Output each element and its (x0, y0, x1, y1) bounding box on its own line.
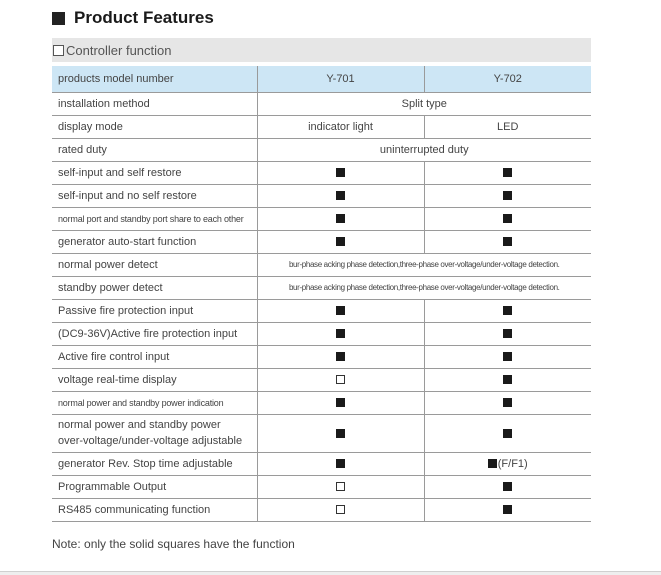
table-row (52, 138, 591, 161)
feature-marker-icon (336, 306, 345, 315)
table-row (52, 161, 591, 184)
feature-marker-icon (336, 429, 345, 438)
row-value: indicator light (257, 115, 424, 138)
table-row (52, 276, 591, 299)
row-label: generator Rev. Stop time adjustable (52, 452, 257, 475)
table-row (52, 452, 591, 475)
features-table (52, 66, 591, 522)
feature-marker-icon (336, 237, 345, 246)
row-label: self-input and no self restore (52, 184, 257, 207)
marker-note: (F/F1) (497, 457, 528, 470)
feature-marker-icon (503, 237, 512, 246)
row-value: Split type (257, 92, 591, 115)
table-row (52, 207, 591, 230)
row-label (52, 414, 257, 452)
row-label: self-input and self restore (52, 161, 257, 184)
page-title: Product Features (74, 8, 214, 27)
feature-marker-icon (503, 429, 512, 438)
feature-marker-icon (503, 375, 512, 384)
table-row (52, 322, 591, 345)
table-row (52, 498, 591, 521)
row-value: bur-phase acking phase detection,three-phase over-voltage/under-voltage detection. (257, 253, 591, 276)
row-label-line: over-voltage/under-voltage adjustable (58, 435, 243, 447)
header-label: products model number (52, 66, 257, 92)
header-model-1: Y-701 (257, 66, 424, 92)
table-row (52, 253, 591, 276)
row-label: (DC9-36V)Active fire protection input (52, 322, 257, 345)
feature-marker-icon (503, 482, 512, 491)
table-header-row (52, 66, 591, 92)
feature-marker-icon (336, 352, 345, 361)
feature-marker-icon (336, 329, 345, 338)
row-label: installation method (52, 92, 257, 115)
feature-marker-icon (488, 459, 497, 468)
table-row (52, 475, 591, 498)
row-label: generator auto-start function (52, 230, 257, 253)
row-label-line: normal power and standby power (58, 419, 221, 431)
header-model-2: Y-702 (424, 66, 591, 92)
feature-marker-icon (503, 329, 512, 338)
row-value: uninterrupted duty (257, 138, 591, 161)
table-row (52, 184, 591, 207)
row-label: normal power and standby power indication (52, 391, 257, 414)
heading-square-icon (52, 12, 65, 25)
feature-marker-icon (503, 214, 512, 223)
table-row (52, 391, 591, 414)
section-checkbox-icon (53, 45, 64, 56)
row-label: RS485 communicating function (52, 498, 257, 521)
row-label: Active fire control input (52, 345, 257, 368)
table-row (52, 299, 591, 322)
table-row (52, 230, 591, 253)
table-row (52, 368, 591, 391)
feature-marker-icon (503, 306, 512, 315)
feature-marker-icon (336, 482, 345, 491)
feature-marker-icon (503, 168, 512, 177)
feature-marker-icon (336, 191, 345, 200)
row-value: bur-phase acking phase detection,three-phase over-voltage/under-voltage detection. (257, 276, 591, 299)
section-bar (52, 38, 591, 62)
feature-marker-icon (336, 168, 345, 177)
product-features-heading (52, 8, 214, 28)
row-value: LED (424, 115, 591, 138)
row-label: standby power detect (52, 276, 257, 299)
feature-marker-icon (336, 214, 345, 223)
row-label: voltage real-time display (52, 368, 257, 391)
feature-marker-icon (336, 398, 345, 407)
row-label: Programmable Output (52, 475, 257, 498)
table-row (52, 92, 591, 115)
feature-marker-icon (503, 191, 512, 200)
row-label: normal power detect (52, 253, 257, 276)
footnote: Note: only the solid squares have the function (52, 537, 295, 551)
row-label: Passive fire protection input (52, 299, 257, 322)
feature-marker-icon (503, 398, 512, 407)
row-label: normal port and standby port share to each other (52, 207, 257, 230)
section-title: Controller function (66, 42, 172, 58)
row-label: display mode (52, 115, 257, 138)
row-label: rated duty (52, 138, 257, 161)
feature-marker-icon (336, 459, 345, 468)
feature-marker-icon (503, 505, 512, 514)
feature-marker-icon (503, 352, 512, 361)
table-row (52, 345, 591, 368)
table-row (52, 414, 591, 452)
bottom-divider (0, 571, 661, 575)
table-row (52, 115, 591, 138)
feature-marker-icon (336, 375, 345, 384)
feature-marker-icon (336, 505, 345, 514)
